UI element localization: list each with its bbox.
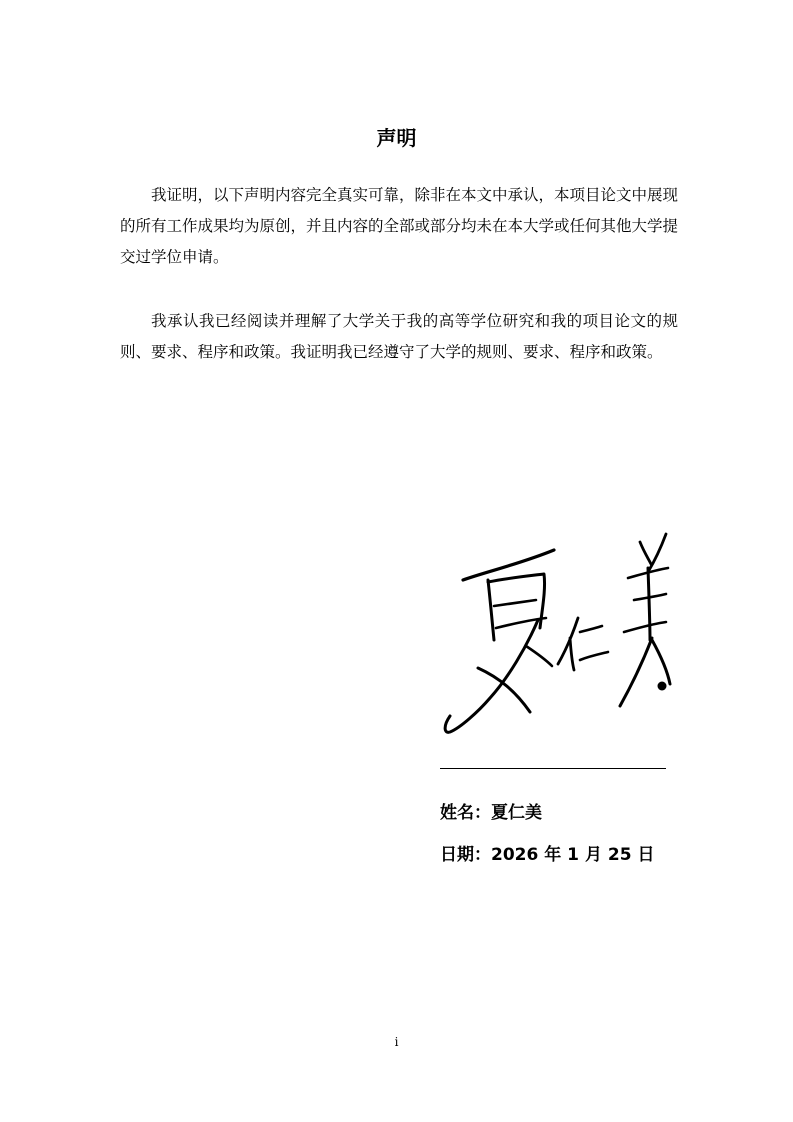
name-label: 姓名： [440,803,491,823]
declaration-paragraph-1: 我证明，以下声明内容完全真实可靠，除非在本文中承认，本项目论文中展现的所有工作成果均为原创，并且内容的全部或部分均未在本大学或任何其他大学提交过学位申请。 [120,186,679,266]
date-month-unit: 月 [584,845,602,865]
date-year: 2026 [491,845,539,865]
declaration-paragraph-2: 我承认我已经阅读并理解了大学关于我的高等学位研究和我的项目论文的规则、要求、程序和政策。我证明我已经遵守了大学的规则、要求、程序和政策。 [120,312,678,361]
date-day-unit: 日 [637,845,655,865]
page-title: 声明 [376,126,417,150]
date-row [440,843,654,867]
handwritten-signature [430,528,680,750]
date-month: 1 [567,845,580,865]
date-year-unit: 年 [544,845,562,865]
date-label: 日期： [440,845,491,865]
name-row [440,801,542,825]
page-number: i [394,1035,399,1049]
name-value: 夏仁美 [491,803,542,823]
signature-line [440,768,666,769]
date-day: 25 [607,845,632,865]
